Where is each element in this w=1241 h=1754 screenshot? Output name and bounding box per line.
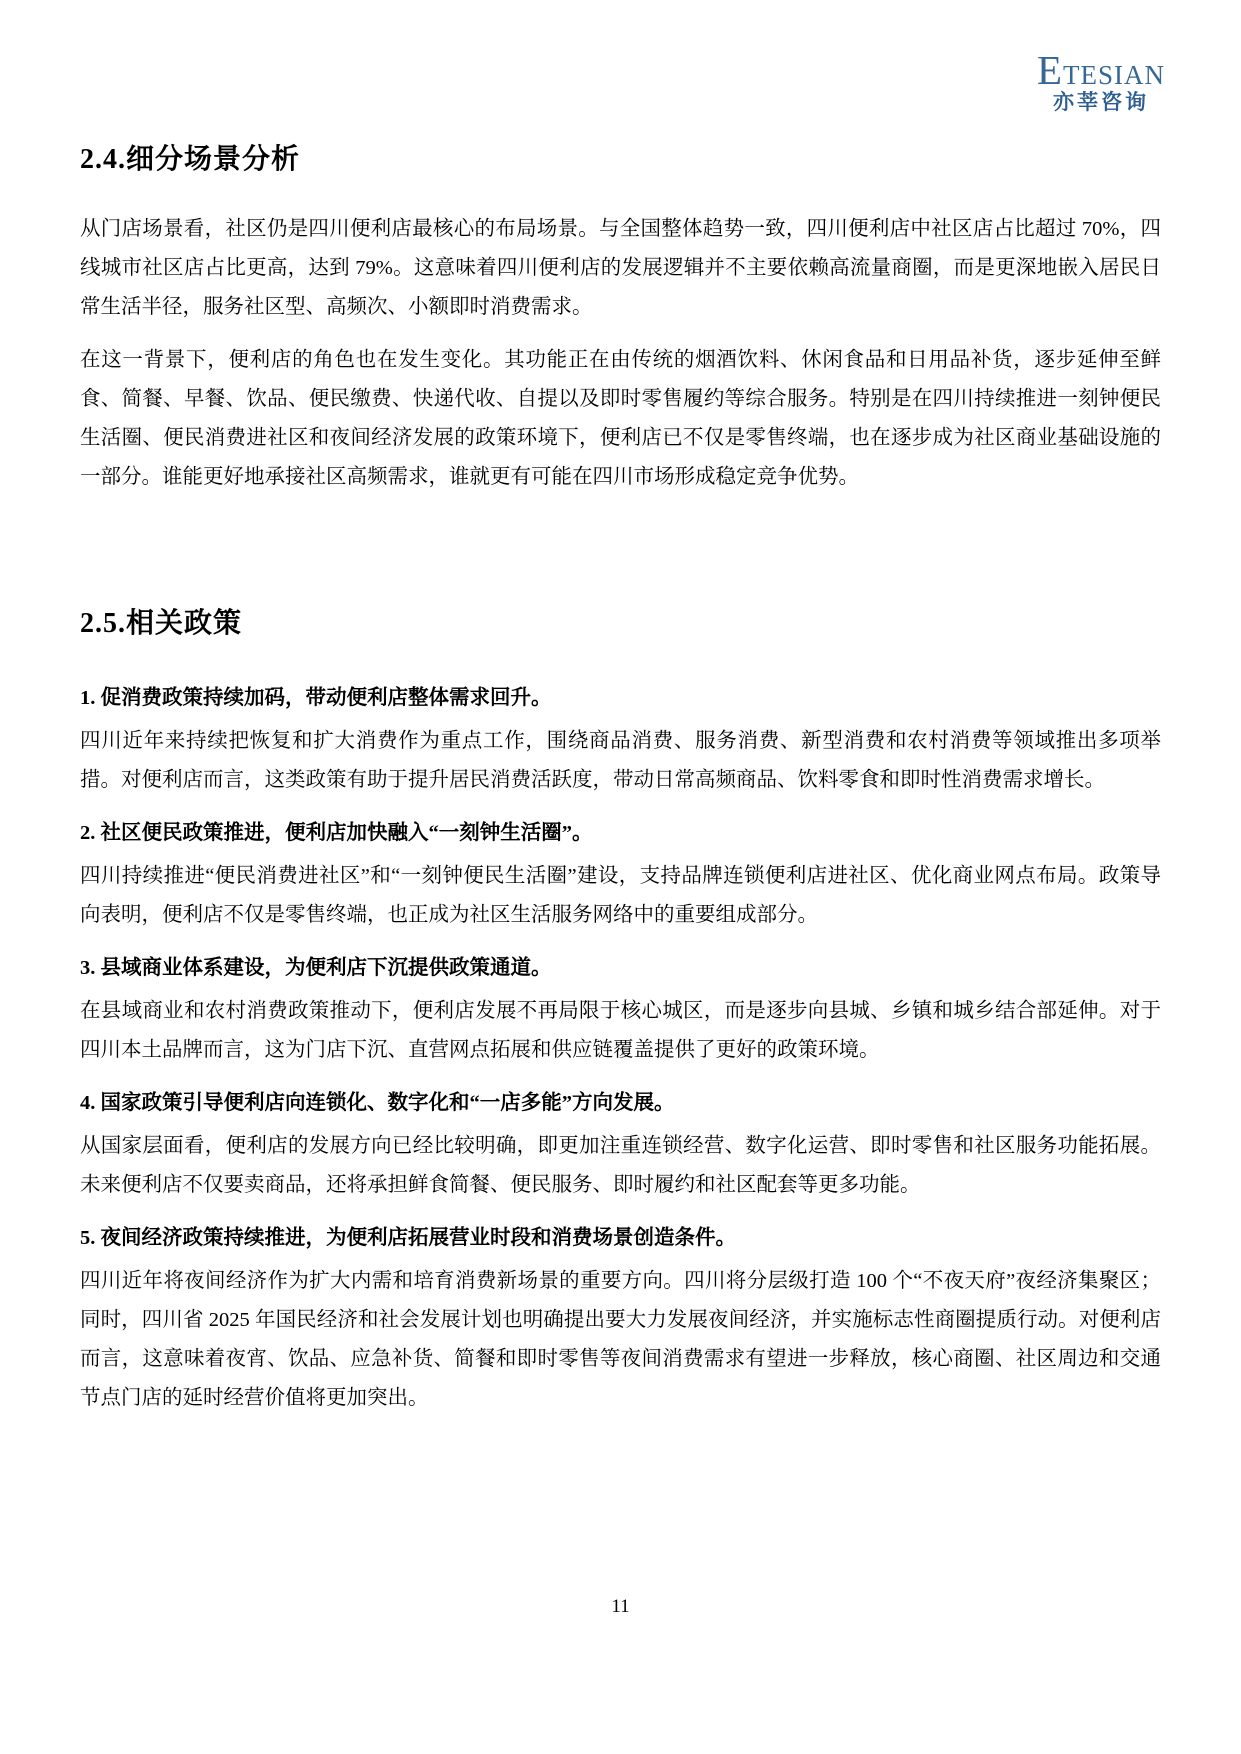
brand-chinese-name: 亦莘咨询 — [1052, 90, 1149, 115]
policy-body: 从国家层面看，便利店的发展方向已经比较明确，即更加注重连锁经营、数字化运营、即时零售和社区服务功能拓展。未来便利店不仅要卖商品，还将承担鲜食简餐、便民服务、即时履约和社区配套等更多功能。 — [80, 1135, 1161, 1196]
page-number: 11 — [611, 1596, 630, 1617]
brand-initial: E — [1036, 47, 1063, 93]
brand-wordmark — [1037, 48, 1165, 93]
policy-list — [80, 679, 1161, 1418]
policy-title: 1. 促消费政策持续加码，带动便利店整体需求回升。 — [80, 687, 552, 709]
policy-body: 四川近年来持续把恢复和扩大消费作为重点工作，围绕商品消费、服务消费、新型消费和农村消费等领域推出多项举措。对便利店而言，这类政策有助于提升居民消费活跃度，带动日常高频商品、饮料零食和即时性消费需求增长。 — [80, 730, 1161, 791]
paragraph: 在这一背景下，便利店的角色也在发生变化。其功能正在由传统的烟酒饮料、休闲食品和日用品补货，逐步延伸至鲜食、简餐、早餐、饮品、便民缴费、快递代收、自提以及即时零售履约等综合服务。特别是在四川持续推进一刻钟便民生活圈、便民消费进社区和夜间经济发展的政策环境下，便利店已不仅是零售终端，也在逐步成为社区商业基础设施的一部分。谁能更好地承接社区高频需求，谁就更有可能在四川市场形成稳定竞争优势。 — [80, 349, 1161, 488]
policy-title: 4. 国家政策引导便利店向连锁化、数字化和“一店多能”方向发展。 — [80, 1092, 675, 1114]
section-heading-2-5: 2.5.相关政策 — [80, 608, 243, 639]
policy-body: 在县域商业和农村消费政策推动下，便利店发展不再局限于核心城区，而是逐步向县城、乡镇和城乡结合部延伸。对于四川本土品牌而言，这为门店下沉、直营网点拓展和供应链覆盖提供了更好的政策环境。 — [80, 1000, 1161, 1061]
policy-title: 5. 夜间经济政策持续推进，为便利店拓展营业时段和消费场景创造条件。 — [80, 1227, 736, 1249]
policy-title: 2. 社区便民政策推进，便利店加快融入“一刻钟生活圈”。 — [80, 822, 593, 844]
page-content — [80, 137, 1161, 1418]
brand-rest: TESIAN — [1063, 60, 1165, 90]
policy-body: 四川持续推进“便民消费进社区”和“一刻钟便民生活圈”建设，支持品牌连锁便利店进社区、优化商业网点布局。政策导向表明，便利店不仅是零售终端，也正成为社区生活服务网络中的重要组成部分。 — [80, 865, 1161, 926]
policy-body: 四川近年将夜间经济作为扩大内需和培育消费新场景的重要方向。四川将分层级打造 100 个“不夜天府”夜经济集聚区；同时，四川省 2025 年国民经济和社会发展计划也明确提出要大力发展夜间经济，并实施标志性商圈提质行动。对便利店而言，这意味着夜宵、饮品、应急补货、简餐和即时零售等夜间消费需求有望进一步释放，核心商圈、社区周边和交通节点门店的延时经营价值将更加突出。 — [80, 1270, 1161, 1409]
paragraph: 从门店场景看，社区仍是四川便利店最核心的布局场景。与全国整体趋势一致，四川便利店中社区店占比超过 70%，四线城市社区店占比更高，达到 79%。这意味着四川便利店的发展逻辑并不主要依赖高流量商圈，而是更深地嵌入居民日常生活半径，服务社区型、高频次、小额即时消费需求。 — [80, 218, 1161, 318]
etesian-logo — [1037, 48, 1165, 114]
policy-title: 3. 县域商业体系建设，为便利店下沉提供政策通道。 — [80, 957, 552, 979]
section-heading-2-4: 2.4.细分场景分析 — [80, 144, 301, 175]
